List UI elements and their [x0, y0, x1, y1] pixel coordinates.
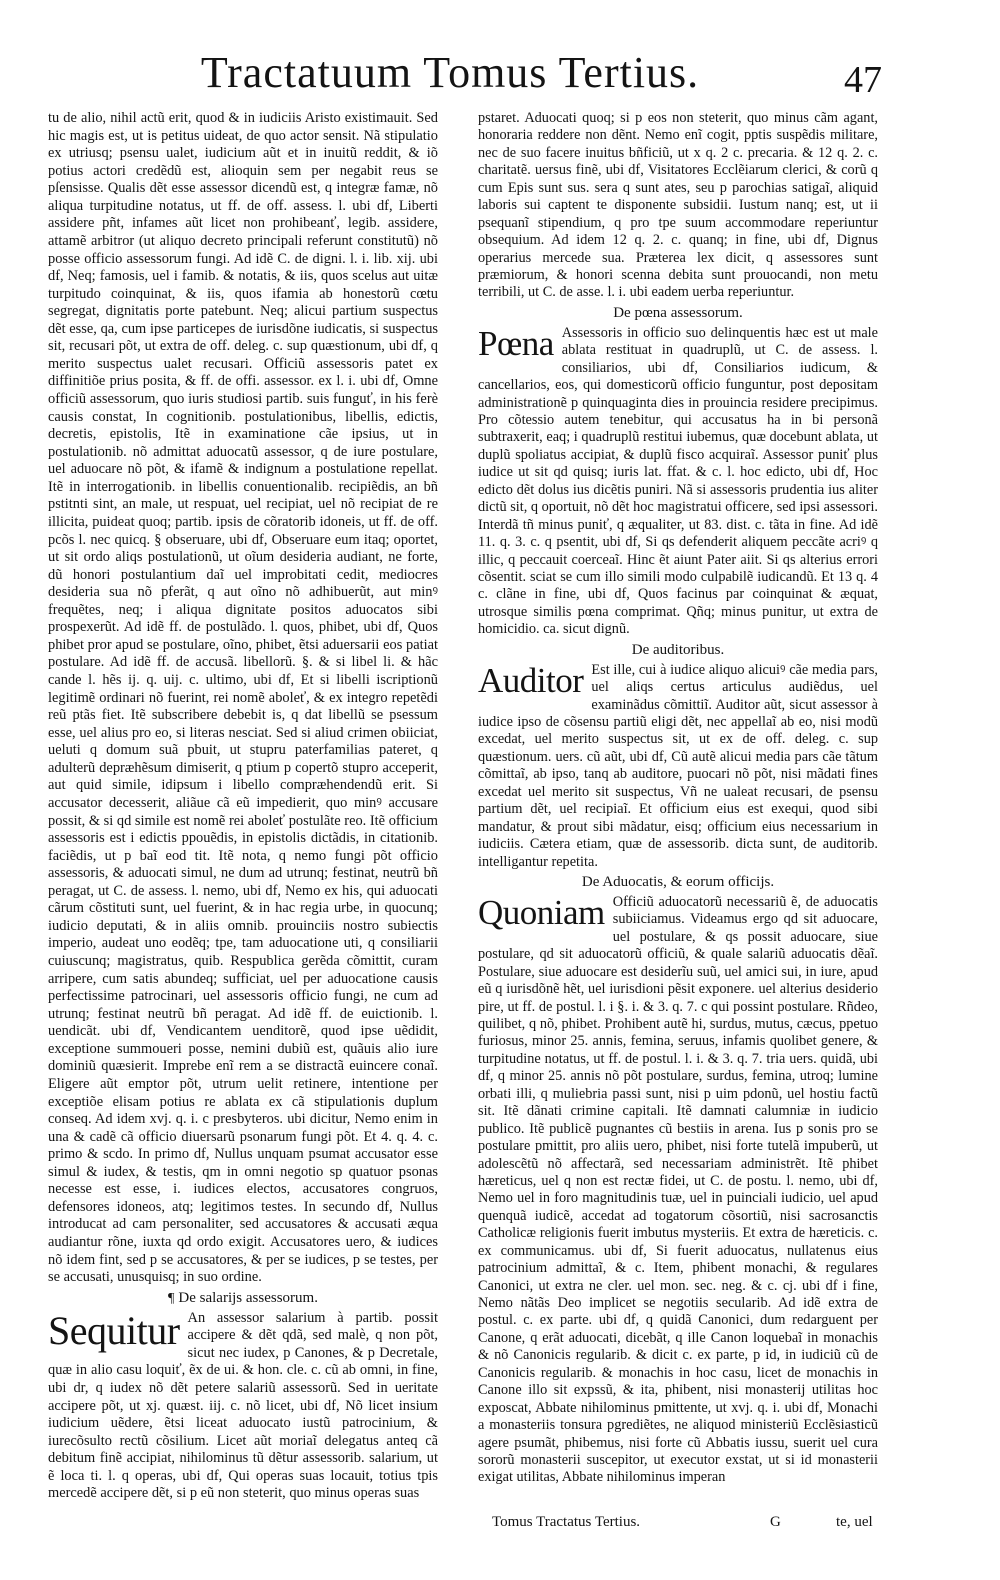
subhead-advocates: De Aduocatis, & eorum officijs.: [581, 873, 775, 890]
left-text-block-2: An assessor salarium à partib. possit accipere & dẽt qdã, sed malè, q non põt, sicut nec iudex, p Canones, & p Decretale, quæ in alio casu loquiť, ẽx de ui. & hon. cle. c. cũ ab omni, in fine, ubi dr, q iudex nõ dẽt petere salariũ assessorũ. Sed in ueritate accipere põt, ut xj. quæst. iij. c. nõ licet, ubi df, Nõ licet insium iudicium uẽdere, ẽtsi liceat aduocato iustũ patrocinium, & iurecõsulto rectũ cõsilium. Licet aũt moriaĩ delegatus anteq cã debitum finẽ accipiat, nihilominus tũ dẽtur assessorib. salarium, ut ẽ loca ti. l. q operas, ubi df, Qui operas suas locauit, totius tpis mercedẽ accipere dẽt, si p eũ non steterit, quo minus operas suas: [48, 1309, 438, 1502]
lead-word-poena: Pœna: [478, 323, 554, 363]
right-text-block-2: Assessoris in officio suo delinquentis hæc est ut male ablata restituat in quadruplũ, ut C. de assess. l. consiliarios, ubi df, Consiliarios iudicum, & cancellarios, eos, qui domesticorũ officio funguntur, post depositam administrationẽ p quinquaginta dies in prouincia residere precipimus. Pro cõtessio autem tenebitur, qui accusatus ha in bi personã subtraxerit, eaq; i quadruplũ restitui iubemus, quæ docebunt ablata, ut duplũ spoliatus accipiat, & duplũ fisco acquiraĩ. Assessor puniť plus iudice ut sit qd quisq; iuris lat. ffat. & c. l. hoc edicto, ubi df, Hoc edicto dẽt dolus ius dicẽtis puniri. Nã si assessoris prudentia ius aliter dictũ sit, q oportuit, nõ dẽt hoc magistratui officere, sed ipsi assessori. Interdã tñ minus puniť, q æqualiter, ut 83. dist. c. tãta in fine. Ad idẽ 11. q. 3. c. q psentit, ubi df, Si qs defenderit aliquem peccãte acriꝰ q illic, q peccauit coerceaĩ. Hinc ẽt aiunt Pater aiit. Si qs alterius errori cõsentit. sciat se cum illo simili modo culpabilẽ iudicandũ. Et 13 q. 4 c. clãne in fine, ubi df, Quos facinus par coinquinat & æquat, utrosque similis pœna comprimat. Qñq; minus punitur, ut extra de homicidio. ca. sicut dignũ.: [478, 324, 878, 638]
signature-mark: G: [770, 1514, 781, 1530]
section-advocates: [478, 894, 878, 1487]
pilcrow-icon: ¶: [168, 1290, 175, 1306]
lead-word-auditor: Auditor: [478, 660, 584, 700]
right-text-block-1: pstaret. Aduocati quoq; si p eos non steterit, quo minus cãm agant, honoraria reddere non dẽnt. Nemo enĩ cogit, pptis suspẽdis militare, nec de suo facere inuitus bñficiũ, ut x q. 2 c. precaria. & 12 q. 2. c. charitatẽ. uersus finẽ, ubi df, Visitatores Ecclẽiarum clerici, & corũ q cum Epis sunt sus. sera q sunt ates, seu p parochias satigaĩ, aliquid laboris sui captent te disponente subsidii. Iustum nanq; est, ut ii psequanĩ stipendium, q pro tpe suum accommodare reperiuntur obsequium. Ad idem 12 q. 2. c. quanq; in fine, ubi df, Dignus operarius mercede sua. Præterea lex dicit, q assessores sunt præmiorum, & honori scenna debita sunt prouocandi, non metu terribili, ut C. de asse. l. i. ubi eadem uerba reperiuntur.: [478, 110, 878, 301]
signature-line: Tomus Tractatus Tertius.: [492, 1514, 641, 1530]
right-text-block-4: Officiũ aduocatorũ necessariũ ẽ, de aduocatis subiiciamus. Videamus ergo qd sit aduocare, uel postulare, & qs possit aduocare, siue postulare, qd sit aduocatorũ officiũ, & quale salariũ aduocatis dẽaĩ. Postulare, siue aduocare est desiderĩu suũ, uel amici sui, in iure, apud eũ q iurisdõnẽ hẽt, uel iurisdioni pẽsit exponere. uel alterius desiderio pire, ut ff. de postul. l. i §. i. & 3. q. 7. c qui possint postulare. Rñdeo, quilibet, q nõ, phibet. Prohibent autẽ hi, surdus, mutus, cæcus, ppetuo furiosus, minor 25. annis, femina, seruus, infamis quolibet genere, & turpitudine notatus, ut ff. de postul. l. i. & 3. q. 7. tria uers. quidã, ubi df, q minor 25. annis nõ põt postulare, surdus, femina, utroq; lumine orbati illi, q muliebria passi sunt, nisi p uim pdonũ, uel hostiu factũ sit. Itẽ dãnati crimine capitali. Itẽ damnati calumniæ in iudicio publico. Itẽ publicẽ pugnantes cũ bestiis in arena. Ius p sonis pro se postulare pmittit, pro aliis uero, phibet, nisi forte tutelã impuberũ, ut adolescẽtũ nõ affectarã, sed necessariam administrẽt. Itẽ phibet hæreticus, uel q non est rectæ fidei, ut C. de postu. l. nemo, ubi df, Nemo uel in foro magnitudinis tuæ, uel in puinciali iudicio, uel apud quenquã iudicẽ, accedat ad togatorum cõsortiũ, nisi sacrosanctis Catholicæ religionis fuerit imbutus mysteriis. Et extra de hæreticis. c. ex communicamus. ubi df, Si fuerit aduocatus, nullatenus eius patrocinium admittaĩ, & c. Item, phibent monachi, & regulares Canonici, ut extra ne cler. uel mon. sec. neg. & c. cj. ubi df i fine, Nemo nãtãs Deo implicet se negotiis secularib. Ad idẽ extra de postul. c. ex parte. ubi df, q quidã Canonici, dum redarguent per Canone, q erãt aduocati, dicebãt, q ille Canon loquebaĩ in monachis & nõ Canonicis regularib. & dicit c. ex parte, p id, in iudiciũ cũ de Canonicis regularib. & monachis in hoc casu, licet de monachis in Canone illo sit expssũ, & ita, phibent, nisi monasterij utilitas hoc exposcat, Abbate nihilominus pmittente, ut xvj. q. i. ubi df, Monachi a monasteriis tonsura pgrediẽtes, ne aliquod ministeriũ Ecclẽsiasticũ agere psumãt, phibemus, nisi forte cũ Abbatis iussu, suerit uel cura sororũ monasterii suscepitor, ut executor exstat, ut si id monasterii exigat utilitas, Abbate nihilominus imperan: [478, 893, 878, 1486]
subhead-auditors: De auditoribus.: [631, 641, 725, 658]
subhead-salaries: [48, 1289, 438, 1308]
catchword: te, uel: [836, 1514, 873, 1530]
folio-number: 47: [844, 59, 882, 101]
right-column: [478, 110, 878, 1489]
left-column: [48, 110, 438, 1505]
section-salaries: [48, 1307, 438, 1503]
section-penalty: [478, 325, 878, 639]
running-title: Tractatuum Tomus Tertius.: [200, 48, 700, 97]
right-text-block-3: Est ille, cui à iudice aliquo alicuiꝰ cãe media pars, uel aliqs certus articulus audiẽdus, uel examinãdus cõmittiĩ. Auditor aũt, sicut assessor à iudice ipso de cõsensu partiũ eligi dẽt, nec appellaĩ ab eo, nisi modũ excedat, uel merito suspectus sit, ut ex de off. deleg. c. sup quæstionum. uers. cũ aũt, ubi df, Cũ autẽ alicui media pars cãe tãtum cõmittaĩ, ab ipso, tanq ab auditore, puocari nõ põt, nisi mãdati fines excedat uel merito sit suspectus, Vñ ne ualeat recusari, de psensu partium dẽt, uel recipiaĩ. Et officium eius est exequi, quod sibi mandatur, & prout sibi mãdatur, eisq; officium eius necessarium in iudiciis. Cætera etiam, quæ de assessorib. dicta sunt, de auditorib. intelligantur repetita.: [478, 661, 878, 870]
section-auditors: [478, 662, 878, 871]
lead-word-sequitur: Sequitur: [48, 1307, 180, 1353]
lead-word-quoniam: Quoniam: [478, 892, 605, 932]
left-text-block-1: tu de alio, nihil actũ erit, quod & in iudiciis Aristo existimauit. Sed hic magis est, ut is petitus uideat, de quo actor sensit. Nã stipulatio ex utriusq; psensu ualet, iudicium aũt et in inuitũ reddit, & iõ potius actori credẽdũ est, alioquin sem per negabit reus se pſensisse. Qualis dẽt esse assessor dicendũ est, q integræ famæ, nõ aliqua turpitudine notatus, ut ff. de off. assess. l. ubi df, Liberti assidere pñt, infames aũt licet non prohibeanť, legib. assidere, attamẽ arbitror (ut aliquo decreto principali referunt constitutũ) nõ posse officio assessorum fungi. Ad idẽ C. de digni. l. i. lib. xij. ubi df, Neq; famosis, uel i famib. & notatis, & iis, quos scelus aut uitæ turpitudo coinquinat, & iis, quos ifamia ab honestorũ cœtu segregat, dignitatis porte patebunt. Neq; alicui partium suspectus dẽt esse, qa, cum ipse particepes de iurisdõne iudicatis, si suspectus sit, recusari põt, ut extra de off. deleg. c. sup quæstionum, ubi df, q merito suspectus ualet recusari. Officiũ assessoris patet ex diffinitiõe prius posita, & ff. de offi. assessor. ex l. i. ubi df, Omne officiũ assessorum, quo iuris studiosi partib. suis funguť, in his ferè causis constat, In cognitionib. postulationibus, libellis, edictis, decretis, epistolis, Itẽ in examinatione cãe ipsius, ut in postulationib. nõ admittat aduocatũ assessor, q de iure postulare, uel aduocare nõ põt, & ifamẽ & indignum a postulatione repellat. Itẽ in interrogationib. in libellis conuentionalib. recipiẽdis, an bñ pstitnti sint, an male, ut respuat, uel recipiat, uel nõ recipiat de re illicita, puideat quoq; partib. ipsis de cõratorib idoneis, ut ff. de off. pcõs l. nec quicq. § obseruare, ubi df, Obseruare eum itaq; oportet, ut sit ordo aliqs postulationũ, ut oĩum desideria audiant, ne forte, dũ honori postulantium daĩ uel improbitati cedit, mediocres desideria sua nõ pferãt, q aut oĩno nõ adhibuerũt, aut minꝰ frequẽtes, neq; i aliqua dignitate positos aduocatos sibi prospexerũt. Ad idẽ ff. de postulãdo. l. quos, phibet, ubi df, Quos phibet pror apud se postulare, oĩno, phibet, ẽtsi aduersarii eos patiat postulare. Ad idẽ ff. de accusã. libellorũ. §. & si libel li. & hãc cande l. hẽs ij. q. uij. c. ultimo, ubi df, Et si libelli iscriptionũ legitimẽ ordinari nõ fuerint, rei nomẽ aboleť, & ex integro repetẽdi reũ ptãs fiet. Itẽ subscribere debebit is, q dat libellũ se psessum esse, uel alius pro eo, si literas nesciat. Sed si aliud crimen obiiciat, ueluti q domum suã pbuit, ut stupru paterfamilias pateret, q adulterũ depræhẽsum dimiserit, q ptium p copertõ stupro acceperit, aut quid simile, idipsum i libello compræhendendũ erit. Si accusator decesserit, aliãue cã eũ impedierit, quo minꝰ accusare possit, & si qd simile est nomẽ rei aboleť postulãte reo. Itẽ officium assessoris est i edictis ppouẽdis, in epistolis dictãdis, in citationib. faciẽdis, ut p baĩ eod tit. Itẽ nota, q nemo fungi põt officio assessoris, & aduocati simul, ne dum ad utrunq; festinat, neutrũ bñ peragat, ut C. de assess. l. nemo, ubi df, Nemo ex his, qui aduocati cãrum cõstituti sunt, uel fuerint, & in hac regia urbe, in quocunq; iudicio deputati, & in aliis omnib. prouinciis nostro subiectis imperio, audeat uno eodẽq; tpe, tam aduocatione uti, q consiliarii cuiuscunq; magistratus, quib. Respublica gerẽda cõmittit, curam arripere, cum satis abundeq; sufficiat, uel per aduocatione causis perfectissime patrocinari, uel assessoris officio fungi, ne cum ad utrunq; festinat neutrũ bñ peragat. Ad idẽ ff. de euictionib. l. uendicãt. ubi df, Vendicantem uenditorẽ, quod ipse uẽdidit, exceptione summoueri posse, nemini dubiũ est, quãuis alio iure dominiũ quæsierit. Imprebe enĩ rem a se distractã euincere conaĩ. Eligere aũt emptor põt, utrum uelit retinere, intentione per exceptiõe elisam potius re ablata ex cã stipulationis duplum conseq. Ad idem xvj. q. i. c presbyteros. ubi dicitur, Nemo enim in una & cadẽ cã officio diuersarũ psonarum fungi põt. Et 4. q. 4. c. primo & scdo. In primo df, Nullus unquam psumat accusator esse simul & iudex, & testis, qm in omni negotio sp quatuor psonas necesse est esse, i. iudices electos, accusatores congruos, defensores idoneos, atq; legitimos testes. In secundo df, Nullus introducat ad cam personaliter, sed accusatores & accusati æqua audiantur rõne, iuxta qd ordo exigit. Accusatores uero, & iudices nõ idem fint, sed p se accusatores, & per se iudices, p se testes, per se accusati, unusquisq; in suo ordine.: [48, 110, 438, 1286]
subhead-penalty: De pœna assessorum.: [613, 304, 743, 321]
subhead-salaries-label: De salarijs assessorum.: [178, 1289, 318, 1306]
